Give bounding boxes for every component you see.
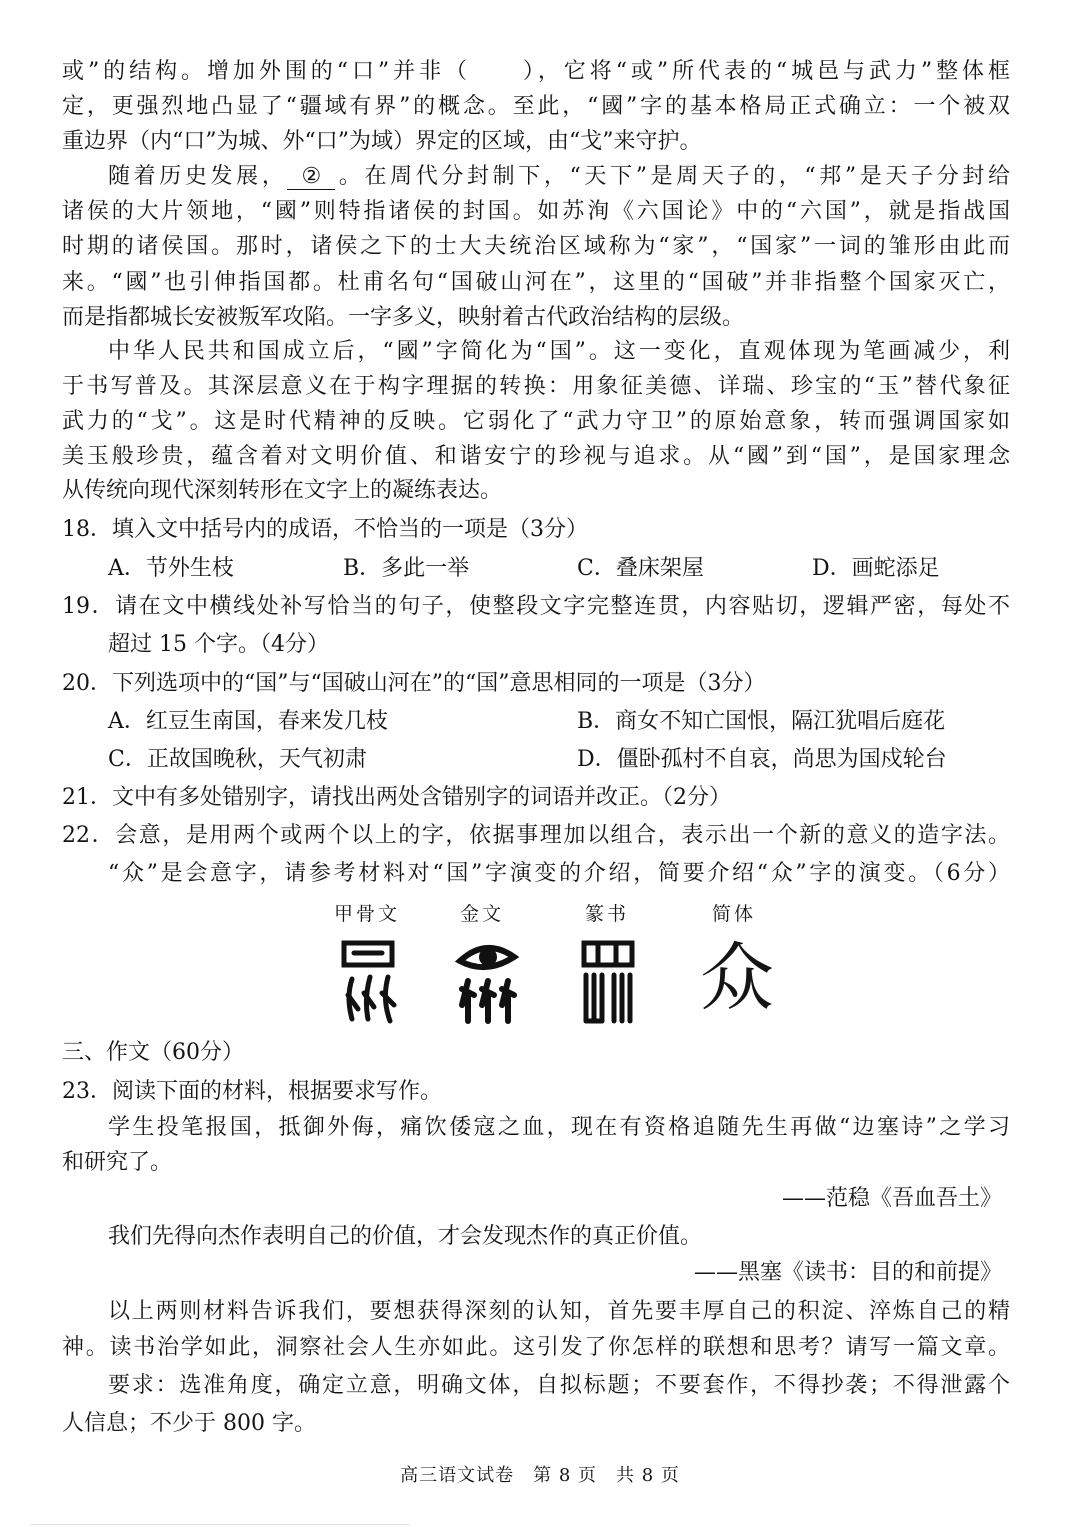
label-bronze: 金文 <box>460 903 505 925</box>
option-b: B．商女不知亡国恨，隔江犹唱后庭花 <box>577 709 946 734</box>
material-2-source: ——黑塞《读书：目的和前提》 <box>693 1260 1002 1285</box>
material-1-source: ——范稳《吾血吾土》 <box>781 1186 1002 1211</box>
passage-line: 时期的诸侯国。那时，诸侯之下的士大夫统治区域称为“家”，“国家”一词的雏形由此而 <box>62 234 1010 259</box>
passage-text: 。在周代分封制下，“天下”是周天子的，“邦”是天子分封给 <box>335 164 1010 189</box>
question-stem: 22．会意，是用两个或两个以上的字，依据事理加以组合，表示出一个新的意义的造字法。 <box>62 823 1010 848</box>
option-a: A．节外生枝 <box>108 556 234 581</box>
requirements-line: 要求：选准角度，确定立意，明确文体，自拟标题；不要套作，不得抄袭；不得泄露个 <box>108 1373 1010 1398</box>
passage-text: 随着历史发展， <box>108 164 288 189</box>
label-seal: 篆书 <box>585 903 630 925</box>
page-footer: 高三语文试卷 第 8 页 共 8 页 <box>400 1465 680 1486</box>
option-d: D．画蛇添足 <box>812 556 940 581</box>
passage-line: 或”的结构。增加外围的“口”并非（ ），它将“或”所代表的“城邑与武力”整体框 <box>62 59 1010 84</box>
question-stem-cont: “众”是会意字，请参考材料对“国”字演变的介绍，简要介绍“众”字的演变。（6分） <box>108 861 1010 886</box>
material-1-line: 学生投笔报国，抵御外侮，痛饮倭寇之血，现在有资格追随先生再做“边塞诗”之学习 <box>108 1115 1010 1140</box>
passage-line: 从传统向现代深刻转形在文字上的凝练表达。 <box>62 478 503 503</box>
passage-line: 而是指都城长安被叛军攻陷。一字多义，映射着古代政治结构的层级。 <box>62 305 745 330</box>
label-simplified: 简体 <box>712 903 757 925</box>
bronze-glyph-icon <box>454 935 520 1027</box>
prompt-line: 神。读书治学如此，洞察社会人生亦如此。这引发了你怎样的联想和思考？请写一篇文章。 <box>62 1335 1010 1360</box>
option-c: C．叠床架屋 <box>577 556 704 581</box>
label-oracle-bone: 甲骨文 <box>334 903 401 925</box>
passage-line: 中华人民共和国成立后，“國”字简化为“国”。这一变化，直观体现为笔画减少，利 <box>108 339 1010 364</box>
question-stem-cont: 超过 15 个字。（4分） <box>108 632 329 657</box>
passage-line: 美玉般珍贵，蕴含着对文明价值、和谐安宁的珍视与追求。从“國”到“国”，是国家理念 <box>62 444 1010 469</box>
question-stem: 18．填入文中括号内的成语，不恰当的一项是（3分） <box>62 517 588 542</box>
option-b: B．多此一举 <box>343 556 470 581</box>
scan-edge-divider <box>30 1524 410 1525</box>
seal-glyph-icon <box>578 935 638 1027</box>
passage-line: 重边界（内“口”为城、外“口”为域）界定的区域，由“戈”来守护。 <box>62 129 702 154</box>
requirements-line: 人信息；不少于 800 字。 <box>62 1411 316 1436</box>
question-21: 21．文中有多处错别字，请找出两处含错别字的词语并改正。（2分） <box>62 785 731 810</box>
option-d: D．僵卧孤村不自哀，尚思为国戍轮台 <box>577 747 947 772</box>
simplified-glyph: 众 <box>700 935 774 1021</box>
question-stem: 19．请在文中横线处补写恰当的句子，使整段文字完整连贯，内容贴切，逻辑严密，每处不 <box>62 594 1010 619</box>
option-c: C．正故国晚秋，天气初肃 <box>108 747 367 772</box>
passage-line: 定，更强烈地凸显了“疆域有界”的概念。至此，“國”字的基本格局正式确立：一个被双 <box>62 94 1010 119</box>
question-stem: 20．下列选项中的“国”与“国破山河在”的“国”意思相同的一项是（3分） <box>62 671 766 696</box>
oracle-bone-glyph-icon <box>338 935 402 1027</box>
passage-line: 于书写普及。其深层意义在于构字理据的转换：用象征美德、详瑞、珍宝的“玉”替代象征 <box>62 374 1010 399</box>
question-23: 23．阅读下面的材料，根据要求写作。 <box>62 1079 442 1104</box>
passage-line: 武力的“戈”。这是时代精神的反映。它弱化了“武力守卫”的原始意象，转而强调国家如 <box>62 409 1010 434</box>
material-2: 我们先得向杰作表明自己的价值，才会发现杰作的真正价值。 <box>108 1224 703 1249</box>
section-heading: 三、作文（60分） <box>62 1040 244 1065</box>
option-a: A．红豆生南国，春来发几枝 <box>108 709 388 734</box>
passage-line: 来。“國”也引伸指国都。杜甫名句“国破山河在”，这里的“国破”并非指整个国家灭亡， <box>62 270 1010 295</box>
passage-line: 诸侯的大片领地，“國”则特指诸侯的封国。如苏洵《六国论》中的“六国”，就是指战国 <box>62 199 1010 224</box>
passage-line <box>108 162 1010 192</box>
fill-blank-2: ② <box>287 165 335 190</box>
material-1-line: 和研究了。 <box>62 1150 173 1175</box>
prompt-line: 以上两则材料告诉我们，要想获得深刻的认知，首先要丰厚自己的积淀、淬炼自己的精 <box>108 1299 1010 1324</box>
